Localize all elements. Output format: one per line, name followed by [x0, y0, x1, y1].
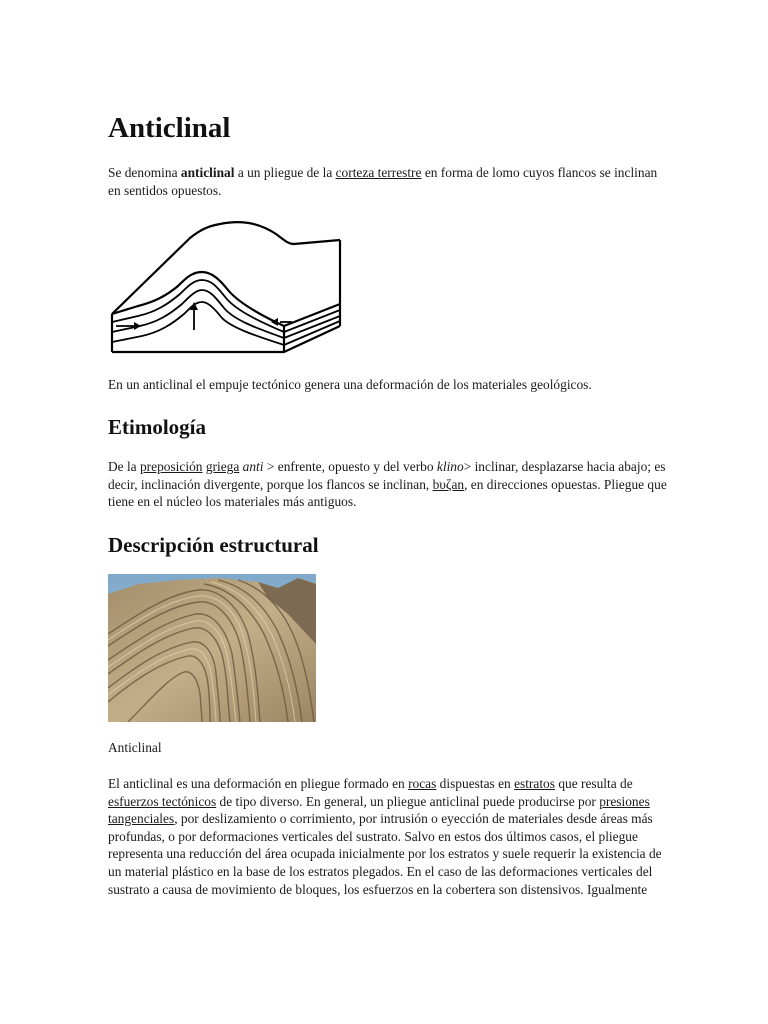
- intro-paragraph: Se denomina anticlinal a un pliegue de la corteza terrestre en forma de lomo cuyos flancos se inclinan en sentidos opuestos.: [108, 165, 658, 198]
- link-estratos[interactable]: estratos: [514, 776, 555, 791]
- photo-caption: Anticlinal: [108, 740, 162, 755]
- diagram-caption: En un anticlinal el empuje tectónico genera una deformación de los materiales geológicos.: [108, 377, 592, 392]
- link-presiones-tangenciales[interactable]: presiones tangenciales: [108, 793, 650, 827]
- etymology-heading: Etimología: [108, 415, 206, 439]
- term-anticlinal: anticlinal: [180, 165, 235, 180]
- page-title: Anticlinal: [108, 112, 231, 144]
- anticline-photo: [108, 574, 316, 722]
- etymology-paragraph: De la preposición griega anti > enfrente, opuesto y del verbo klino> inclinar, desplazarse hacia abajo; es decir, inclinación divergente, porque los flancos se inclinan, bυζan, en direcciones opuestas. Pliegue que tiene en el núcleo los materiales más antiguos.: [108, 459, 667, 510]
- link-corteza-terrestre[interactable]: corteza terrestre: [335, 165, 422, 180]
- link-esfuerzos-tectonicos[interactable]: esfuerzos tectónicos: [108, 793, 217, 809]
- structure-paragraph: El anticlinal es una deformación en pliegue formado en rocas dispuestas en estratos que resulta de esfuerzos tectónicos de tipo diverso. En general, un pliegue anticlinal puede producirse por presiones tangenciales, por deslizamiento o corrimiento, por intrusión o eyección de materiales desde áreas más profundas, o por deformaciones verticales del sustrato. Salvo en estos dos últimos casos, el pliegue representa una reducción del área ocupada inicialmente por los estratos y suele requerir la existencia de un material plástico en la base de los estratos plegados. En el caso de las deformaciones verticales del sustrato a causa de movimiento de bloques, los esfuerzos en la cobertera son distensivos. Igualmente: [108, 776, 662, 897]
- link-griega[interactable]: griega: [205, 459, 240, 474]
- link-rocas[interactable]: rocas: [408, 776, 437, 791]
- link-buzan[interactable]: bυζan: [432, 476, 465, 492]
- link-preposicion[interactable]: preposición: [139, 459, 203, 474]
- anticline-block-diagram: [108, 218, 344, 356]
- structure-heading: Descripción estructural: [108, 533, 319, 557]
